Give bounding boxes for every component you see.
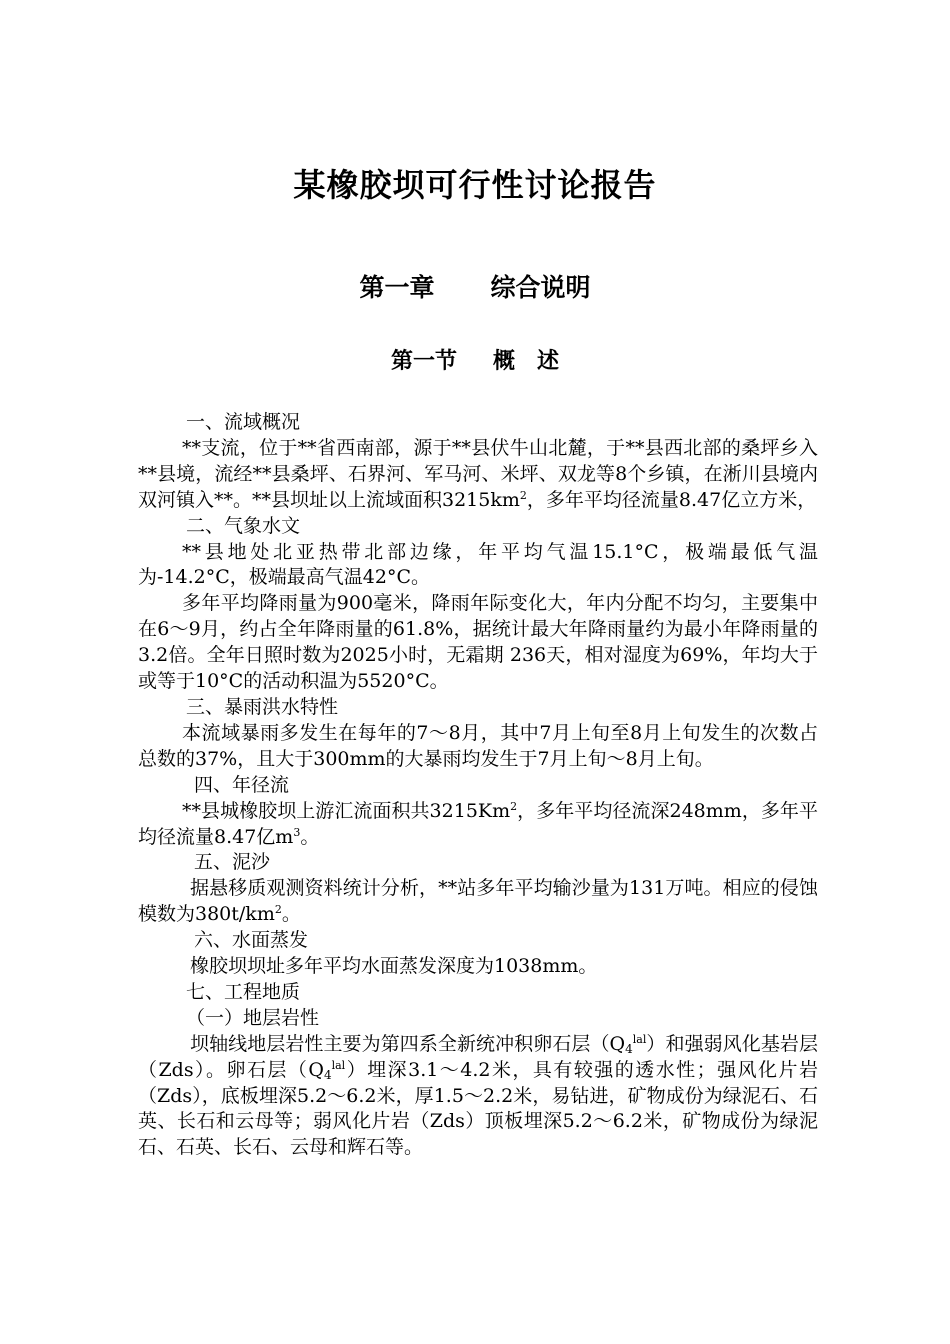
- superscript: 2: [274, 903, 282, 917]
- document-title: 某橡胶坝可行性讨论报告: [293, 166, 657, 204]
- heading-geology: 七、工程地质: [186, 980, 301, 1003]
- paragraph-stratigraphy-text-1: 坝轴线地层岩性主要为第四系全新统冲积卵石层（Q: [190, 1032, 626, 1055]
- paragraph-runoff-text-3: 。: [300, 825, 320, 848]
- heading-sediment: 五、泥沙: [194, 851, 271, 874]
- heading-storm-flood: 三、暴雨洪水特性: [186, 695, 339, 718]
- paragraph-runoff-text-2: ，多年平均径流深248mm，多年平均径流量8.47亿m: [138, 799, 818, 848]
- heading-basin-overview: 一、流域概况: [186, 411, 301, 433]
- superscript: 3: [293, 825, 301, 839]
- superscript: 2: [519, 488, 527, 502]
- superscript: lal: [331, 1058, 346, 1072]
- paragraph-sediment: [138, 876, 818, 928]
- paragraph-basin-tail: ，多年平均径流量8.47亿立方米，: [526, 488, 817, 511]
- paragraph-runoff: [138, 799, 818, 851]
- paragraph-storm: 本流域暴雨多发生在每年的7～8月，其中7月上旬至8月上旬发生的次数占总数的37%，且大于300mm的大暴雨均发生于7月上旬～8月上旬。: [138, 721, 818, 770]
- paragraph-basin-text: **支流，位于**省西南部，源于**县伏牛山北麓，于**县西北部的桑坪乡入**县境，流经**县桑坪、石界河、军马河、米坪、双龙等8个乡镇，在淅川县境内双河镇入**。**县坝址以上流域面积3215km: [138, 436, 818, 511]
- paragraph-stratigraphy: [138, 1032, 818, 1162]
- superscript: 2: [510, 799, 518, 813]
- section-heading: [0, 344, 950, 375]
- superscript: lal: [632, 1032, 647, 1046]
- paragraph-evaporation: 橡胶坝坝址多年平均水面蒸发深度为1038mm。: [190, 955, 598, 978]
- paragraph-runoff-text-1: **县城橡胶坝上游汇流面积共3215Km: [182, 799, 511, 822]
- heading-annual-runoff: 四、年径流: [194, 773, 290, 796]
- section-name-part-2: 述: [537, 349, 560, 374]
- heading-meteorology: 二、气象水文: [186, 514, 301, 537]
- chapter-number: 第一章: [359, 273, 435, 302]
- paragraph-sediment-tail: 。: [281, 903, 301, 926]
- section-number: 第一节: [390, 349, 457, 374]
- paragraph-temperature: **县地处北亚热带北部边缘，年平均气温15.1°C，极端最低气温为-14.2°C，极端最高气温42°C。: [138, 540, 818, 589]
- heading-evaporation: 六、水面蒸发: [194, 929, 309, 952]
- paragraph-rainfall: 多年平均降雨量为900毫米，降雨年际变化大，年内分配不均匀，主要集中在6～9月，约占全年降雨量的61.8%，据统计最大年降雨量约为最小年降雨量的3.2倍。全年日照时数为2025小时，无霜期 236天，相对湿度为69%，年均大于或等于10°C的活动积温为5520°C。: [138, 592, 818, 693]
- chapter-name: 综合说明: [490, 273, 591, 302]
- paragraph-basin: [138, 436, 818, 514]
- paragraph-stratigraphy-text-3: ）埋深3.1～4.2米，具有较强的透水性；强风化片岩（Zds），底板埋深5.2～6.2米，厚1.5～2.2米，易钻进，矿物成份为绿泥石、石英、长石和云母等；弱风化片岩（Zds）顶板埋深5.2～6.2米，矿物成份为绿泥石、石英、长石、云母和辉石等。: [138, 1058, 818, 1159]
- chapter-heading: [0, 268, 950, 304]
- heading-stratigraphy: （一）地层岩性: [186, 1006, 320, 1029]
- subscript: 4: [323, 1067, 332, 1082]
- paragraph-sediment-text: 据悬移质观测资料统计分析，**站多年平均输沙量为131万吨。相应的侵蚀模数为380t/km: [138, 877, 818, 926]
- subscript: 4: [625, 1041, 633, 1056]
- section-name-part-1: 概: [492, 349, 515, 374]
- document-body: [138, 410, 818, 1161]
- paragraph-stratigraphy-text-2: ）和强弱风化基岩层（Zds）。卵石层（Q: [138, 1032, 818, 1081]
